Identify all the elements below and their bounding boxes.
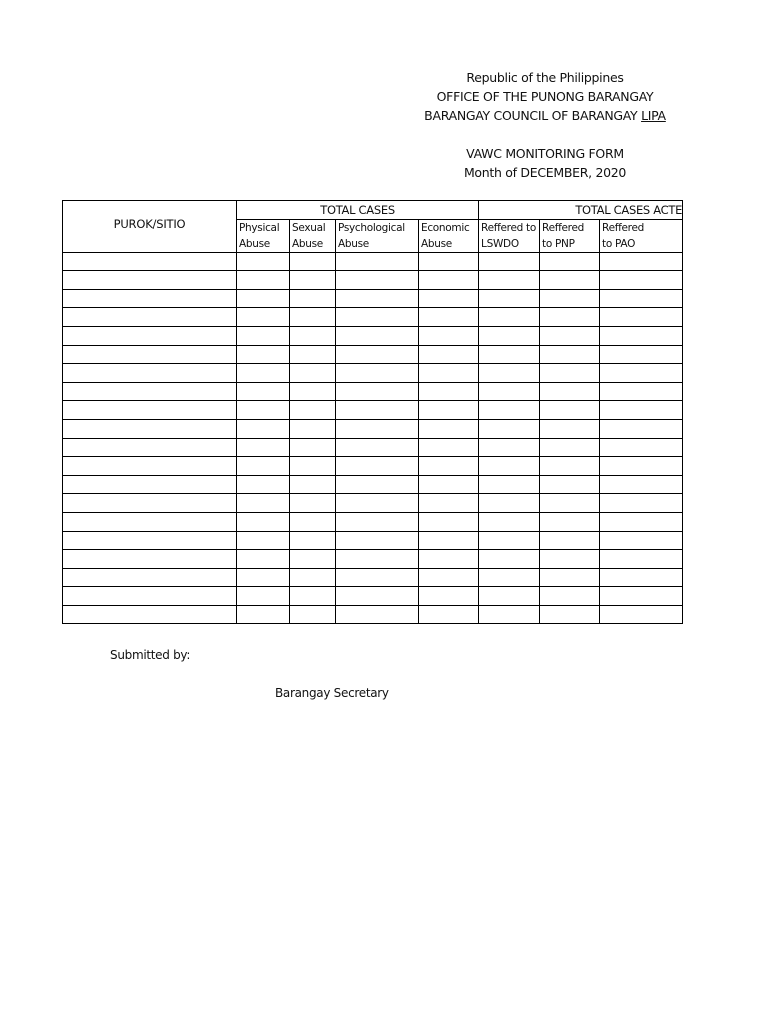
count-cell[interactable] xyxy=(237,550,290,569)
count-cell[interactable] xyxy=(540,494,600,513)
count-cell[interactable] xyxy=(540,326,600,345)
count-cell[interactable] xyxy=(336,382,419,401)
purok-cell[interactable] xyxy=(63,401,237,420)
count-cell[interactable] xyxy=(600,568,683,587)
count-cell[interactable] xyxy=(336,289,419,308)
purok-sitio-header: PUROK/SITIO xyxy=(63,201,237,253)
count-cell[interactable] xyxy=(419,512,479,531)
count-cell[interactable] xyxy=(479,345,540,364)
count-cell[interactable] xyxy=(479,512,540,531)
count-cell[interactable] xyxy=(290,457,336,476)
count-cell[interactable] xyxy=(290,550,336,569)
count-cell[interactable] xyxy=(237,568,290,587)
count-cell[interactable] xyxy=(479,494,540,513)
purok-cell[interactable] xyxy=(63,382,237,401)
count-cell[interactable] xyxy=(540,401,600,420)
count-cell[interactable] xyxy=(290,475,336,494)
count-cell[interactable] xyxy=(237,308,290,327)
count-cell[interactable] xyxy=(290,382,336,401)
count-cell[interactable] xyxy=(290,605,336,624)
table-row xyxy=(63,345,683,364)
purok-cell[interactable] xyxy=(63,587,237,606)
purok-cell[interactable] xyxy=(63,252,237,271)
count-cell[interactable] xyxy=(290,271,336,290)
count-cell[interactable] xyxy=(419,345,479,364)
count-cell[interactable] xyxy=(336,550,419,569)
count-cell[interactable] xyxy=(479,289,540,308)
purok-cell[interactable] xyxy=(63,271,237,290)
table-row xyxy=(63,326,683,345)
count-cell[interactable] xyxy=(237,382,290,401)
count-cell[interactable] xyxy=(336,438,419,457)
count-cell[interactable] xyxy=(237,271,290,290)
count-cell[interactable] xyxy=(600,531,683,550)
monitoring-table xyxy=(62,200,683,624)
count-cell[interactable] xyxy=(419,252,479,271)
count-cell[interactable] xyxy=(479,438,540,457)
count-cell[interactable] xyxy=(600,457,683,476)
count-cell[interactable] xyxy=(419,457,479,476)
purok-cell[interactable] xyxy=(63,550,237,569)
table-row xyxy=(63,550,683,569)
count-cell[interactable] xyxy=(600,550,683,569)
economic-abuse-header: Economic Abuse xyxy=(419,219,479,252)
council-prefix: BARANGAY COUNCIL OF BARANGAY xyxy=(424,108,642,123)
count-cell[interactable] xyxy=(419,382,479,401)
physical-abuse-header: Physical Abuse xyxy=(237,219,290,252)
count-cell[interactable] xyxy=(540,345,600,364)
count-cell[interactable] xyxy=(540,475,600,494)
table-row xyxy=(63,494,683,513)
count-cell[interactable] xyxy=(419,289,479,308)
count-cell[interactable] xyxy=(290,587,336,606)
purok-cell[interactable] xyxy=(63,531,237,550)
total-cases-header: TOTAL CASES xyxy=(237,201,479,220)
purok-cell[interactable] xyxy=(63,438,237,457)
count-cell[interactable] xyxy=(290,345,336,364)
table-row xyxy=(63,401,683,420)
count-cell[interactable] xyxy=(336,568,419,587)
count-cell[interactable] xyxy=(336,531,419,550)
count-cell[interactable] xyxy=(600,308,683,327)
count-cell[interactable] xyxy=(600,252,683,271)
monitoring-table-wrap xyxy=(62,200,683,628)
count-cell[interactable] xyxy=(336,401,419,420)
count-cell[interactable] xyxy=(419,271,479,290)
count-cell[interactable] xyxy=(540,531,600,550)
submitted-by-label: Submitted by: xyxy=(110,648,191,662)
count-cell[interactable] xyxy=(290,401,336,420)
count-cell[interactable] xyxy=(237,364,290,383)
count-cell[interactable] xyxy=(600,587,683,606)
count-cell[interactable] xyxy=(540,308,600,327)
count-cell[interactable] xyxy=(419,531,479,550)
count-cell[interactable] xyxy=(600,364,683,383)
referred-pnp-header: Reffered to PNP xyxy=(540,219,600,252)
count-cell[interactable] xyxy=(290,419,336,438)
count-cell[interactable] xyxy=(336,326,419,345)
count-cell[interactable] xyxy=(540,364,600,383)
purok-cell[interactable] xyxy=(63,475,237,494)
count-cell[interactable] xyxy=(540,587,600,606)
referred-pao-header: Reffered to PAO xyxy=(600,219,683,252)
table-row xyxy=(63,419,683,438)
count-cell[interactable] xyxy=(336,308,419,327)
count-cell[interactable] xyxy=(419,550,479,569)
purok-cell[interactable] xyxy=(63,494,237,513)
table-row xyxy=(63,587,683,606)
table-row xyxy=(63,364,683,383)
count-cell[interactable] xyxy=(290,568,336,587)
count-cell[interactable] xyxy=(336,605,419,624)
count-cell[interactable] xyxy=(336,457,419,476)
republic-line: Republic of the Philippines xyxy=(466,70,624,85)
count-cell[interactable] xyxy=(237,587,290,606)
count-cell[interactable] xyxy=(479,308,540,327)
referred-lswdo-header: Reffered to LSWDO xyxy=(479,219,540,252)
purok-cell[interactable] xyxy=(63,308,237,327)
count-cell[interactable] xyxy=(600,345,683,364)
count-cell[interactable] xyxy=(290,289,336,308)
count-cell[interactable] xyxy=(336,512,419,531)
sexual-abuse-header: Sexual Abuse xyxy=(290,219,336,252)
office-line: OFFICE OF THE PUNONG BARANGAY xyxy=(436,89,654,104)
count-cell[interactable] xyxy=(479,568,540,587)
count-cell[interactable] xyxy=(290,308,336,327)
count-cell[interactable] xyxy=(540,419,600,438)
purok-cell[interactable] xyxy=(63,457,237,476)
form-month: Month of DECEMBER, 2020 xyxy=(463,165,627,180)
count-cell[interactable] xyxy=(479,382,540,401)
count-cell[interactable] xyxy=(237,252,290,271)
count-cell[interactable] xyxy=(479,457,540,476)
table-row xyxy=(63,457,683,476)
count-cell[interactable] xyxy=(237,289,290,308)
count-cell[interactable] xyxy=(540,252,600,271)
count-cell[interactable] xyxy=(419,587,479,606)
table-row xyxy=(63,252,683,271)
count-cell[interactable] xyxy=(479,605,540,624)
count-cell[interactable] xyxy=(479,271,540,290)
council-line xyxy=(420,108,670,123)
table-row xyxy=(63,271,683,290)
psychological-abuse-header: Psychological Abuse xyxy=(336,219,419,252)
count-cell[interactable] xyxy=(540,289,600,308)
count-cell[interactable] xyxy=(290,326,336,345)
count-cell[interactable] xyxy=(600,494,683,513)
count-cell[interactable] xyxy=(600,512,683,531)
count-cell[interactable] xyxy=(479,550,540,569)
count-cell[interactable] xyxy=(290,531,336,550)
count-cell[interactable] xyxy=(479,475,540,494)
table-row xyxy=(63,382,683,401)
count-cell[interactable] xyxy=(600,401,683,420)
purok-cell[interactable] xyxy=(63,568,237,587)
form-title: VAWC MONITORING FORM xyxy=(466,146,624,161)
count-cell[interactable] xyxy=(479,587,540,606)
count-cell[interactable] xyxy=(540,382,600,401)
barangay-secretary-label: Barangay Secretary xyxy=(275,686,389,700)
count-cell[interactable] xyxy=(237,438,290,457)
table-row xyxy=(63,605,683,624)
purok-cell[interactable] xyxy=(63,364,237,383)
count-cell[interactable] xyxy=(237,419,290,438)
count-cell[interactable] xyxy=(237,512,290,531)
count-cell[interactable] xyxy=(419,605,479,624)
count-cell[interactable] xyxy=(479,326,540,345)
count-cell[interactable] xyxy=(419,568,479,587)
count-cell[interactable] xyxy=(419,419,479,438)
count-cell[interactable] xyxy=(540,438,600,457)
count-cell[interactable] xyxy=(336,419,419,438)
count-cell[interactable] xyxy=(336,271,419,290)
count-cell[interactable] xyxy=(479,252,540,271)
count-cell[interactable] xyxy=(336,587,419,606)
count-cell[interactable] xyxy=(540,550,600,569)
purok-cell[interactable] xyxy=(63,512,237,531)
count-cell[interactable] xyxy=(540,605,600,624)
barangay-name: LIPA xyxy=(641,108,666,123)
count-cell[interactable] xyxy=(419,326,479,345)
count-cell[interactable] xyxy=(540,457,600,476)
count-cell[interactable] xyxy=(600,475,683,494)
count-cell[interactable] xyxy=(237,531,290,550)
count-cell[interactable] xyxy=(479,364,540,383)
count-cell[interactable] xyxy=(290,252,336,271)
count-cell[interactable] xyxy=(600,419,683,438)
count-cell[interactable] xyxy=(336,252,419,271)
count-cell[interactable] xyxy=(419,364,479,383)
purok-cell[interactable] xyxy=(63,326,237,345)
count-cell[interactable] xyxy=(237,326,290,345)
count-cell[interactable] xyxy=(479,419,540,438)
count-cell[interactable] xyxy=(336,494,419,513)
count-cell[interactable] xyxy=(419,475,479,494)
purok-cell[interactable] xyxy=(63,289,237,308)
count-cell[interactable] xyxy=(336,364,419,383)
count-cell[interactable] xyxy=(540,512,600,531)
count-cell[interactable] xyxy=(600,438,683,457)
purok-cell[interactable] xyxy=(63,419,237,438)
count-cell[interactable] xyxy=(290,438,336,457)
count-cell[interactable] xyxy=(600,289,683,308)
count-cell[interactable] xyxy=(336,475,419,494)
count-cell[interactable] xyxy=(290,494,336,513)
count-cell[interactable] xyxy=(600,271,683,290)
table-row xyxy=(63,568,683,587)
count-cell[interactable] xyxy=(600,326,683,345)
purok-cell[interactable] xyxy=(63,345,237,364)
count-cell[interactable] xyxy=(419,308,479,327)
count-cell[interactable] xyxy=(336,345,419,364)
table-row xyxy=(63,438,683,457)
count-cell[interactable] xyxy=(600,605,683,624)
count-cell[interactable] xyxy=(419,438,479,457)
table-row xyxy=(63,289,683,308)
table-row xyxy=(63,308,683,327)
count-cell[interactable] xyxy=(237,401,290,420)
count-cell[interactable] xyxy=(290,512,336,531)
count-cell[interactable] xyxy=(237,605,290,624)
count-cell[interactable] xyxy=(540,568,600,587)
table-row xyxy=(63,512,683,531)
count-cell[interactable] xyxy=(419,401,479,420)
count-cell[interactable] xyxy=(600,382,683,401)
count-cell[interactable] xyxy=(479,531,540,550)
table-row xyxy=(63,475,683,494)
total-cases-acted-label: TOTAL CASES ACTE xyxy=(575,202,683,217)
count-cell[interactable] xyxy=(290,364,336,383)
count-cell[interactable] xyxy=(479,401,540,420)
purok-cell[interactable] xyxy=(63,605,237,624)
table-row xyxy=(63,531,683,550)
count-cell[interactable] xyxy=(237,345,290,364)
count-cell[interactable] xyxy=(237,494,290,513)
count-cell[interactable] xyxy=(540,271,600,290)
count-cell[interactable] xyxy=(419,494,479,513)
count-cell[interactable] xyxy=(237,457,290,476)
total-cases-acted-header xyxy=(479,201,683,220)
count-cell[interactable] xyxy=(237,475,290,494)
